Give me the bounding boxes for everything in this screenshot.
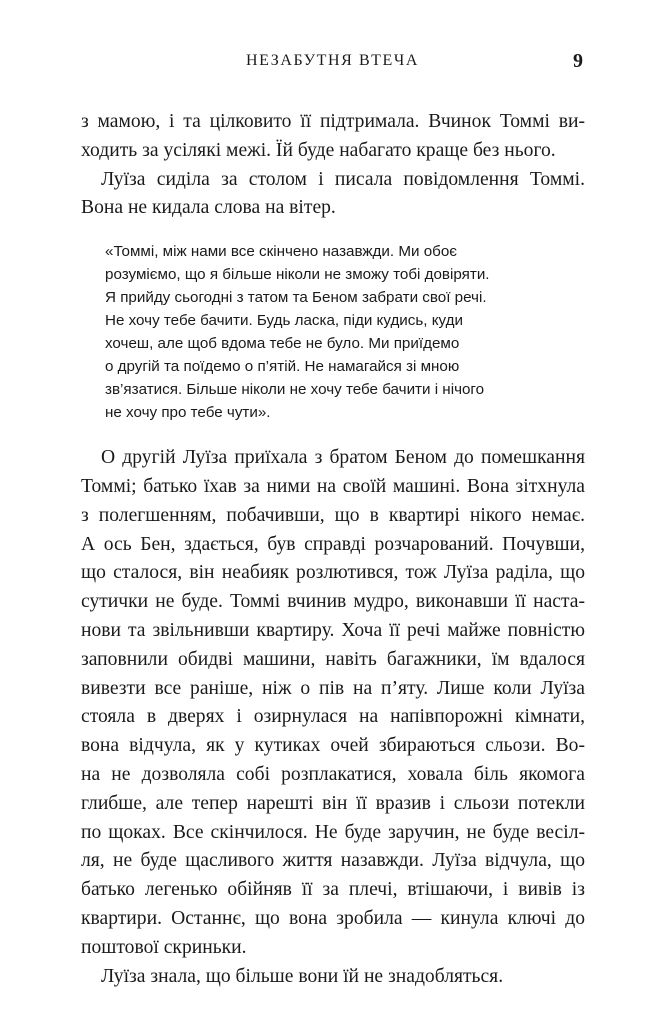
running-title: НЕЗАБУТНЯ ВТЕЧА (246, 52, 420, 69)
quote-line: Не хочу тебе бачити. Будь ласка, піди кудись, куди (105, 312, 463, 330)
text-line: глибше, але тепер нарешті він її вразив і сльози потекли (81, 792, 585, 814)
text-line: батько легенько обійняв її за плечі, втішаючи, і вивів із (81, 879, 585, 901)
text-line: вивезти все раніше, ніж о пів на п’яту. Лише коли Луїза (81, 677, 585, 699)
text-line: сутички не буде. Томмі вчинив мудро, виконавши її наста- (81, 591, 585, 613)
text-line: нови та звільнивши квартиру. Хоча її речі майже повністю (81, 619, 585, 641)
text-line: поштової скриньки. (81, 936, 247, 958)
paragraph-moving-out (81, 444, 585, 962)
quote-line: зв’язатися. Більше ніколи не хочу тебе бачити і нічого (105, 381, 485, 399)
page-number: 9 (573, 50, 583, 72)
text-line: А ось Бен, здається, був справді розчарований. Почувши, (81, 533, 585, 555)
paragraph-message-intro (81, 166, 585, 224)
text-line: з полегшенням, побачивши, що в квартирі нікого немає. (81, 504, 585, 526)
text-line: що сталося, він неабияк розлютився, тож Луїза раділа, що (81, 562, 585, 584)
text-line: квартири. Останнє, що вона зробила — кинула ключі до (81, 907, 585, 929)
text-line: на не дозволяла собі розплакатися, ховала біль якомога (81, 763, 585, 785)
text-line: по щоках. Все скінчилося. Не буде заручин, не буде весіл- (81, 821, 585, 843)
text-line: з мамою, і та цілковито її підтримала. Вчинок Томмі ви- (81, 111, 585, 132)
running-head (0, 50, 665, 74)
quote-line: не хочу про тебе чути». (105, 404, 271, 422)
body-text (81, 108, 585, 991)
quote-line: Я прийду сьогодні з татом та Беном забрати свої речі. (105, 289, 487, 307)
text-line: Вона не кидала слова на вітер. (81, 197, 336, 219)
quote-line: о другій та поїдемо о п’ятій. Не намагайся зі мною (105, 358, 460, 376)
message-quote (105, 240, 537, 424)
paragraph-final (81, 963, 585, 992)
text-line: вона відчула, як у кутиках очей збираються сльози. Во- (81, 735, 585, 757)
text-line: ля, не буде щасливого життя назавжди. Луїза відчула, що (81, 850, 585, 872)
paragraph-continued (81, 108, 585, 166)
quote-line: розуміємо, що я більше ніколи не зможу тобі довіряти. (105, 266, 490, 284)
text-line: заповнили обидві машини, навіть багажники, їм вдалося (81, 648, 585, 670)
text-line: стояла в дверях і озирнулася на напівпорожні кімнати, (81, 706, 585, 728)
quote-line: хочеш, але щоб вдома тебе не було. Ми приїдемо (105, 335, 460, 353)
text-line: Луїза сиділа за столом і писала повідомлення Томмі. (101, 168, 585, 190)
text-line: О другій Луїза приїхала з братом Беном до помешкання (101, 447, 585, 469)
text-line: Томмі; батько їхав за ними на своїй машині. Вона зітхнула (81, 475, 585, 497)
text-line: ходить за усілякі межі. Їй буде набагато краще без нього. (81, 139, 556, 161)
text-line: Луїза знала, що більше вони їй не знадобляться. (101, 965, 504, 987)
quote-line: «Томмі, між нами все скінчено назавжди. Ми обоє (105, 243, 458, 261)
